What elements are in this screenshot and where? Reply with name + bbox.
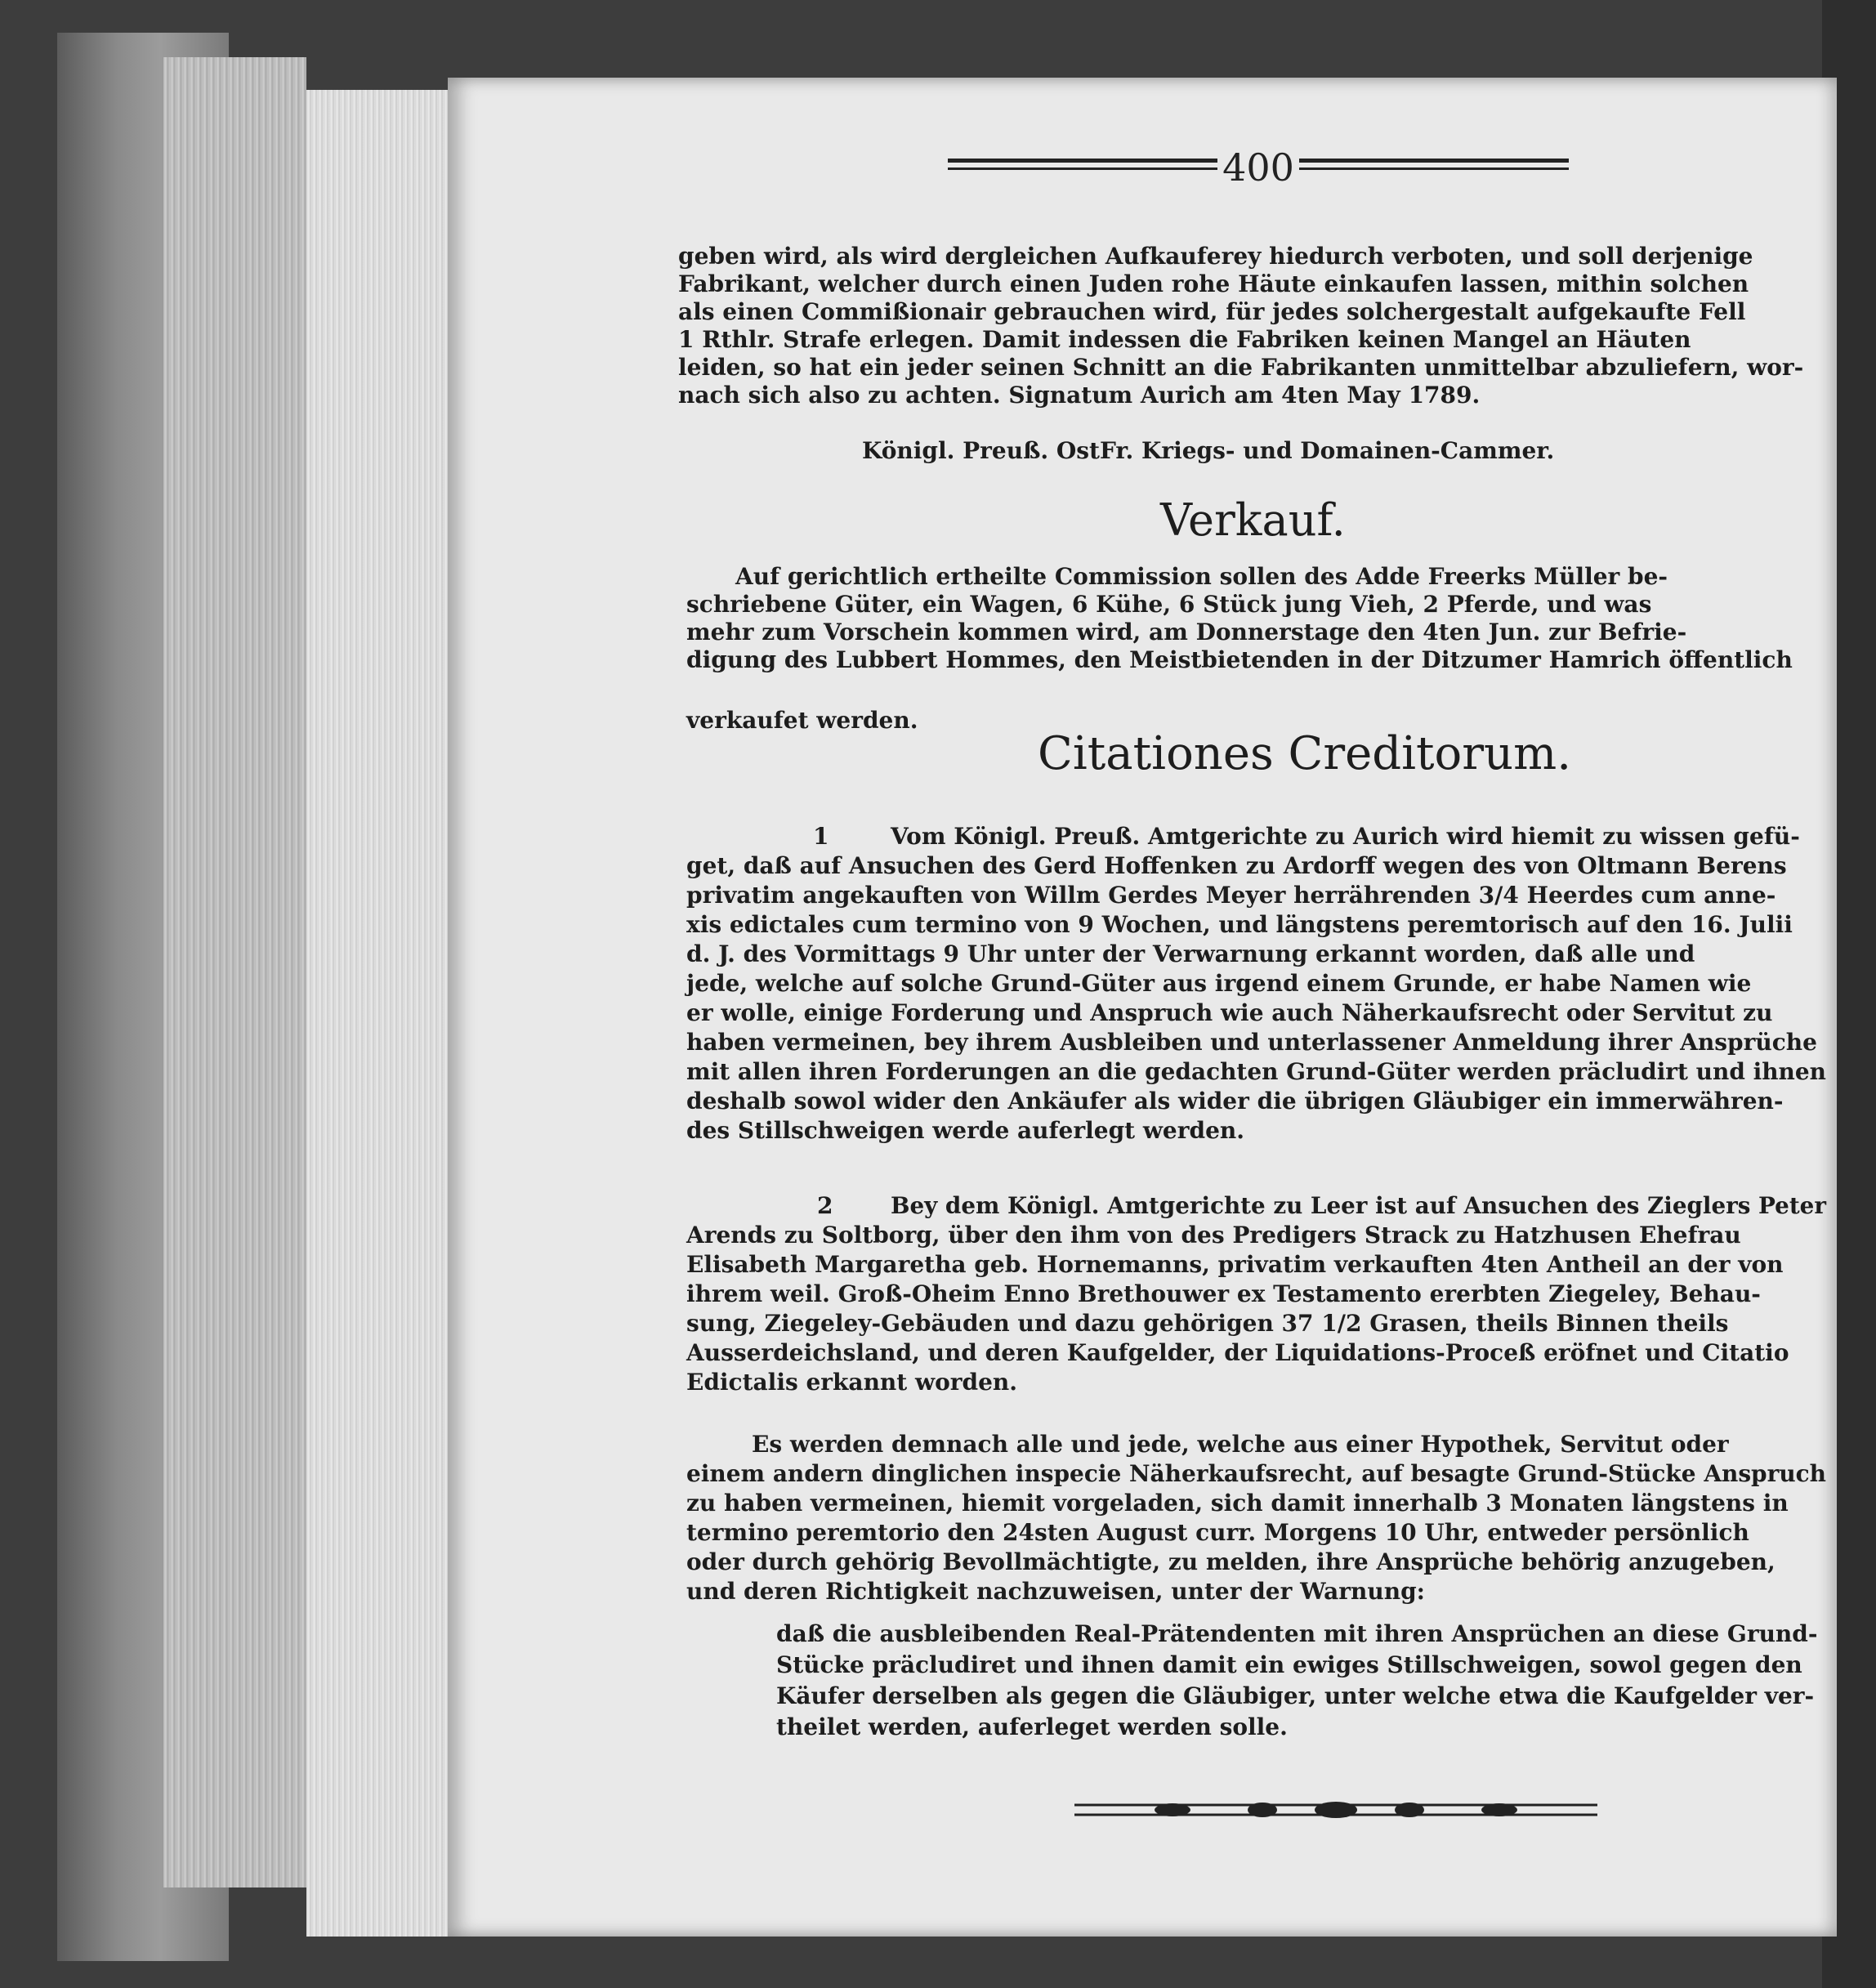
text-line: Bey dem Königl. Amtgerichte zu Leer ist auf Ansuchen des Zieglers Peter bbox=[891, 1192, 1826, 1219]
text-line: nach sich also zu achten. Signatum Aurich am 4ten May 1789. bbox=[678, 382, 1481, 409]
text-line: oder durch gehörig Bevollmächtigte, zu melden, ihre Ansprüche behörig anzugeben, bbox=[686, 1548, 1776, 1575]
text-line: d. J. des Vormittags 9 Uhr unter der Verwarnung erkannt worden, daß alle und bbox=[686, 940, 1695, 967]
text-line: 1 Rthlr. Strafe erlegen. Damit indessen die Fabriken keinen Mangel an Häuten bbox=[678, 326, 1691, 353]
text-line: mit allen ihren Forderungen an die gedachten Grund-Güter werden präcludirt und ihnen bbox=[686, 1058, 1826, 1085]
running-header bbox=[948, 145, 1569, 190]
header-rule-left bbox=[948, 159, 1217, 170]
text-line: er wolle, einige Forderung und Anspruch wie auch Näherkaufsrecht oder Servitut zu bbox=[686, 999, 1773, 1026]
section-heading-verkauf: Verkauf. bbox=[1160, 494, 1346, 546]
ornament-divider bbox=[1074, 1794, 1597, 1826]
text-line: geben wird, als wird dergleichen Aufkauferey hiedurch verboten, und soll derjenige bbox=[678, 243, 1753, 270]
text-line: Auf gerichtlich ertheilte Commission sollen des Adde Freerks Müller be- bbox=[735, 563, 1668, 590]
signature-line: Königl. Preuß. OstFr. Kriegs- und Domainen-Cammer. bbox=[862, 437, 1555, 464]
text-line: Ausserdeichsland, und deren Kaufgelder, der Liquidations-Proceß eröfnet und Citatio bbox=[686, 1339, 1789, 1366]
text-line: Fabrikant, welcher durch einen Juden rohe Häute einkaufen lassen, mithin solchen bbox=[678, 270, 1749, 297]
text-line: Es werden demnach alle und jede, welche aus einer Hypothek, Servitut oder bbox=[752, 1431, 1729, 1458]
text-line: des Stillschweigen werde auferlegt werden. bbox=[686, 1117, 1244, 1144]
text-line: ihrem weil. Groß-Oheim Enno Brethouwer ex Testamento ererbten Ziegeley, Behau- bbox=[686, 1280, 1761, 1307]
page-block bbox=[163, 57, 306, 1887]
item-number: 1 bbox=[813, 823, 829, 850]
text-line: mehr zum Vorschein kommen wird, am Donnerstage den 4ten Jun. zur Befrie- bbox=[686, 619, 1687, 646]
text-line: Edictalis erkannt worden. bbox=[686, 1369, 1018, 1396]
text-line: als einen Commißionair gebrauchen wird, für jedes solchergestalt aufgekaufte Fell bbox=[678, 298, 1746, 325]
text-line: Stücke präcludiret und ihnen damit ein ewiges Stillschweigen, sowol gegen den bbox=[776, 1651, 1802, 1678]
text-line: Elisabeth Margaretha geb. Hornemanns, privatim verkauften 4ten Antheil an der von bbox=[686, 1251, 1784, 1278]
text-line: Vom Königl. Preuß. Amtgerichte zu Aurich wird hiemit zu wissen gefü- bbox=[891, 823, 1800, 850]
text-line: Käufer derselben als gegen die Gläubiger, unter welche etwa die Kaufgelder ver- bbox=[776, 1682, 1815, 1709]
page-number: 400 bbox=[1222, 145, 1294, 190]
text-line: und deren Richtigkeit nachzuweisen, unter der Warnung: bbox=[686, 1578, 1425, 1605]
header-rule-right bbox=[1299, 159, 1569, 170]
text-line: zu haben vermeinen, hiemit vorgeladen, sich damit innerhalb 3 Monaten längstens in bbox=[686, 1490, 1789, 1517]
text-line: einem andern dinglichen inspecie Näherkaufsrecht, auf besagte Grund-Stücke Anspruch bbox=[686, 1460, 1826, 1487]
item-number: 2 bbox=[817, 1192, 833, 1219]
text-line: leiden, so hat ein jeder seinen Schnitt an die Fabrikanten unmittelbar abzuliefern, wor- bbox=[678, 354, 1804, 381]
text-line: digung des Lubbert Hommes, den Meistbietenden in der Ditzumer Hamrich öffentlich bbox=[686, 646, 1793, 673]
text-line: daß die ausbleibenden Real-Prätendenten mit ihren Ansprüchen an diese Grund- bbox=[776, 1620, 1818, 1647]
text-line: haben vermeinen, bey ihrem Ausbleiben und unterlassener Anmeldung ihrer Ansprüche bbox=[686, 1029, 1817, 1056]
text-line: jede, welche auf solche Grund-Güter aus irgend einem Grunde, er habe Namen wie bbox=[686, 970, 1752, 997]
text-line: xis edictales cum termino von 9 Wochen, und längstens peremtorisch auf den 16. Julii bbox=[686, 911, 1793, 938]
text-line: termino peremtorio den 24sten August curr. Morgens 10 Uhr, entweder persönlich bbox=[686, 1519, 1749, 1546]
text-line: deshalb sowol wider den Ankäufer als wider die übrigen Gläubiger ein immerwähren- bbox=[686, 1088, 1784, 1115]
page-edges bbox=[306, 90, 453, 1937]
section-heading-citationes: Citationes Creditorum. bbox=[1038, 727, 1571, 780]
text-line: verkaufet werden. bbox=[686, 707, 918, 734]
text-line: get, daß auf Ansuchen des Gerd Hoffenken zu Ardorff wegen des von Oltmann Berens bbox=[686, 852, 1787, 879]
text-line: sung, Ziegeley-Gebäuden und dazu gehörigen 37 1/2 Grasen, theils Binnen theils bbox=[686, 1310, 1729, 1337]
text-line: schriebene Güter, ein Wagen, 6 Kühe, 6 Stück jung Vieh, 2 Pferde, und was bbox=[686, 591, 1652, 618]
text-line: privatim angekauften von Willm Gerdes Meyer herrährenden 3/4 Heerdes cum anne- bbox=[686, 882, 1776, 909]
text-line: theilet werden, auferleget werden solle. bbox=[776, 1713, 1288, 1740]
text-line: Arends zu Soltborg, über den ihm von des Predigers Strack zu Hatzhusen Ehefrau bbox=[686, 1222, 1741, 1249]
